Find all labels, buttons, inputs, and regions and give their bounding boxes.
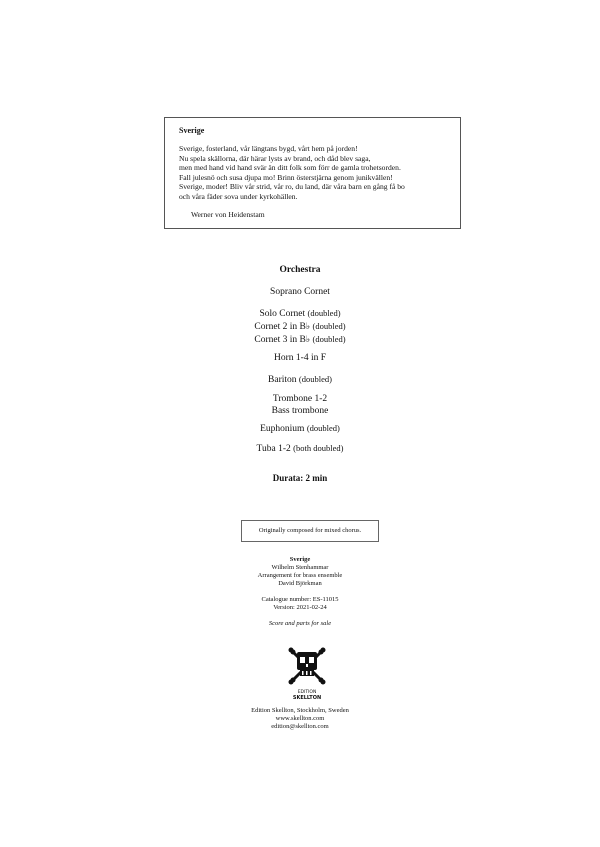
instrument-name: Horn 1-4 in F (274, 353, 326, 363)
instrument-note: (doubled) (306, 423, 340, 433)
instrument-name: Euphonium (260, 424, 305, 434)
arrangement: Arrangement for brass ensemble (257, 572, 343, 579)
poem-text (179, 144, 446, 202)
instrument-name: Cornet 3 in B (254, 335, 306, 345)
publisher-website: www.skellton.com (275, 715, 325, 722)
skull-crossbones-icon (287, 647, 327, 685)
instrument-note: (doubled) (312, 334, 346, 344)
poem-box (164, 117, 461, 229)
edition-skellton-logo (287, 647, 327, 699)
instrument-cornet-3 (0, 333, 600, 346)
durata: Durata: 2 min (272, 473, 328, 483)
instrument-bass-trombone: Bass trombone (271, 406, 329, 416)
poem-title: Sverige (179, 126, 205, 135)
instrument-note: (both doubled) (293, 443, 344, 453)
instrument-cornet-2 (0, 320, 600, 333)
instrument-trombone-group (0, 393, 600, 417)
orchestra-title: Orchestra (279, 265, 321, 275)
instrument-note: (doubled) (312, 321, 346, 331)
catalogue-number: Catalogue number: ES-11015 (261, 596, 339, 603)
instrument-horn (0, 352, 600, 364)
version: Version: 2021-02-24 (273, 604, 327, 611)
poem-line: Sverige, moder! Bliv vår strid, vår ro, du land, där våra barn en gång få bo (179, 182, 405, 192)
publisher-email: edition@skellton.com (271, 723, 329, 730)
work-title: Sverige (289, 556, 311, 563)
instrument-cornet-group (0, 307, 600, 346)
instrument-name: Cornet 2 in B (254, 322, 306, 332)
flat-symbol: ♭ (305, 334, 311, 344)
instrument-name: Bariton (268, 375, 297, 385)
work-info (0, 556, 600, 628)
logo-skellton-text: SKELLTON (292, 695, 322, 701)
note-text: Originally composed for mixed chorus. (258, 527, 362, 534)
instrument-name: Soprano Cornet (270, 287, 330, 297)
instrument-tuba (0, 442, 600, 455)
note-box (241, 520, 379, 542)
poem-line: Fall julesnö och susa djupa mo! Brinn österstjärna genom junikvällen! (179, 172, 393, 182)
composer: Wilhelm Stenhammar (271, 564, 329, 571)
poem-line: Sverige, fosterland, vår längtans bygd, vårt hem på jorden! (179, 144, 358, 153)
instrument-trombone: Trombone 1-2 (272, 394, 328, 404)
publisher-info (0, 707, 600, 731)
instrument-euphonium (0, 422, 600, 435)
poem-line: och våra fäder sova under kyrkohällen. (179, 191, 298, 201)
sale-note: Score and parts for sale (268, 620, 332, 627)
flat-symbol: ♭ (305, 321, 311, 331)
instrument-bariton (0, 373, 600, 386)
instrument-note: (doubled) (307, 308, 341, 318)
arranger: David Björkman (278, 580, 322, 587)
instrument-solo-cornet (0, 307, 600, 320)
instrument-note: (doubled) (298, 374, 332, 384)
logo-edition-text: EDITION (297, 690, 317, 695)
publisher-name: Edition Skellton, Stockholm, Sweden (251, 707, 349, 714)
poem-line: Nu spela skällorna, där härar lysts av brand, och dåd blev saga, (179, 153, 371, 163)
instrument-name: Tuba 1-2 (256, 444, 291, 454)
instrument-name: Solo Cornet (259, 309, 306, 319)
instrument-soprano-cornet (0, 286, 600, 298)
poem-author: Werner von Heidenstam (191, 209, 265, 219)
poem-line: men med hand vid hand svär än ditt folk som förr de gamla trohetsorden. (179, 163, 401, 173)
